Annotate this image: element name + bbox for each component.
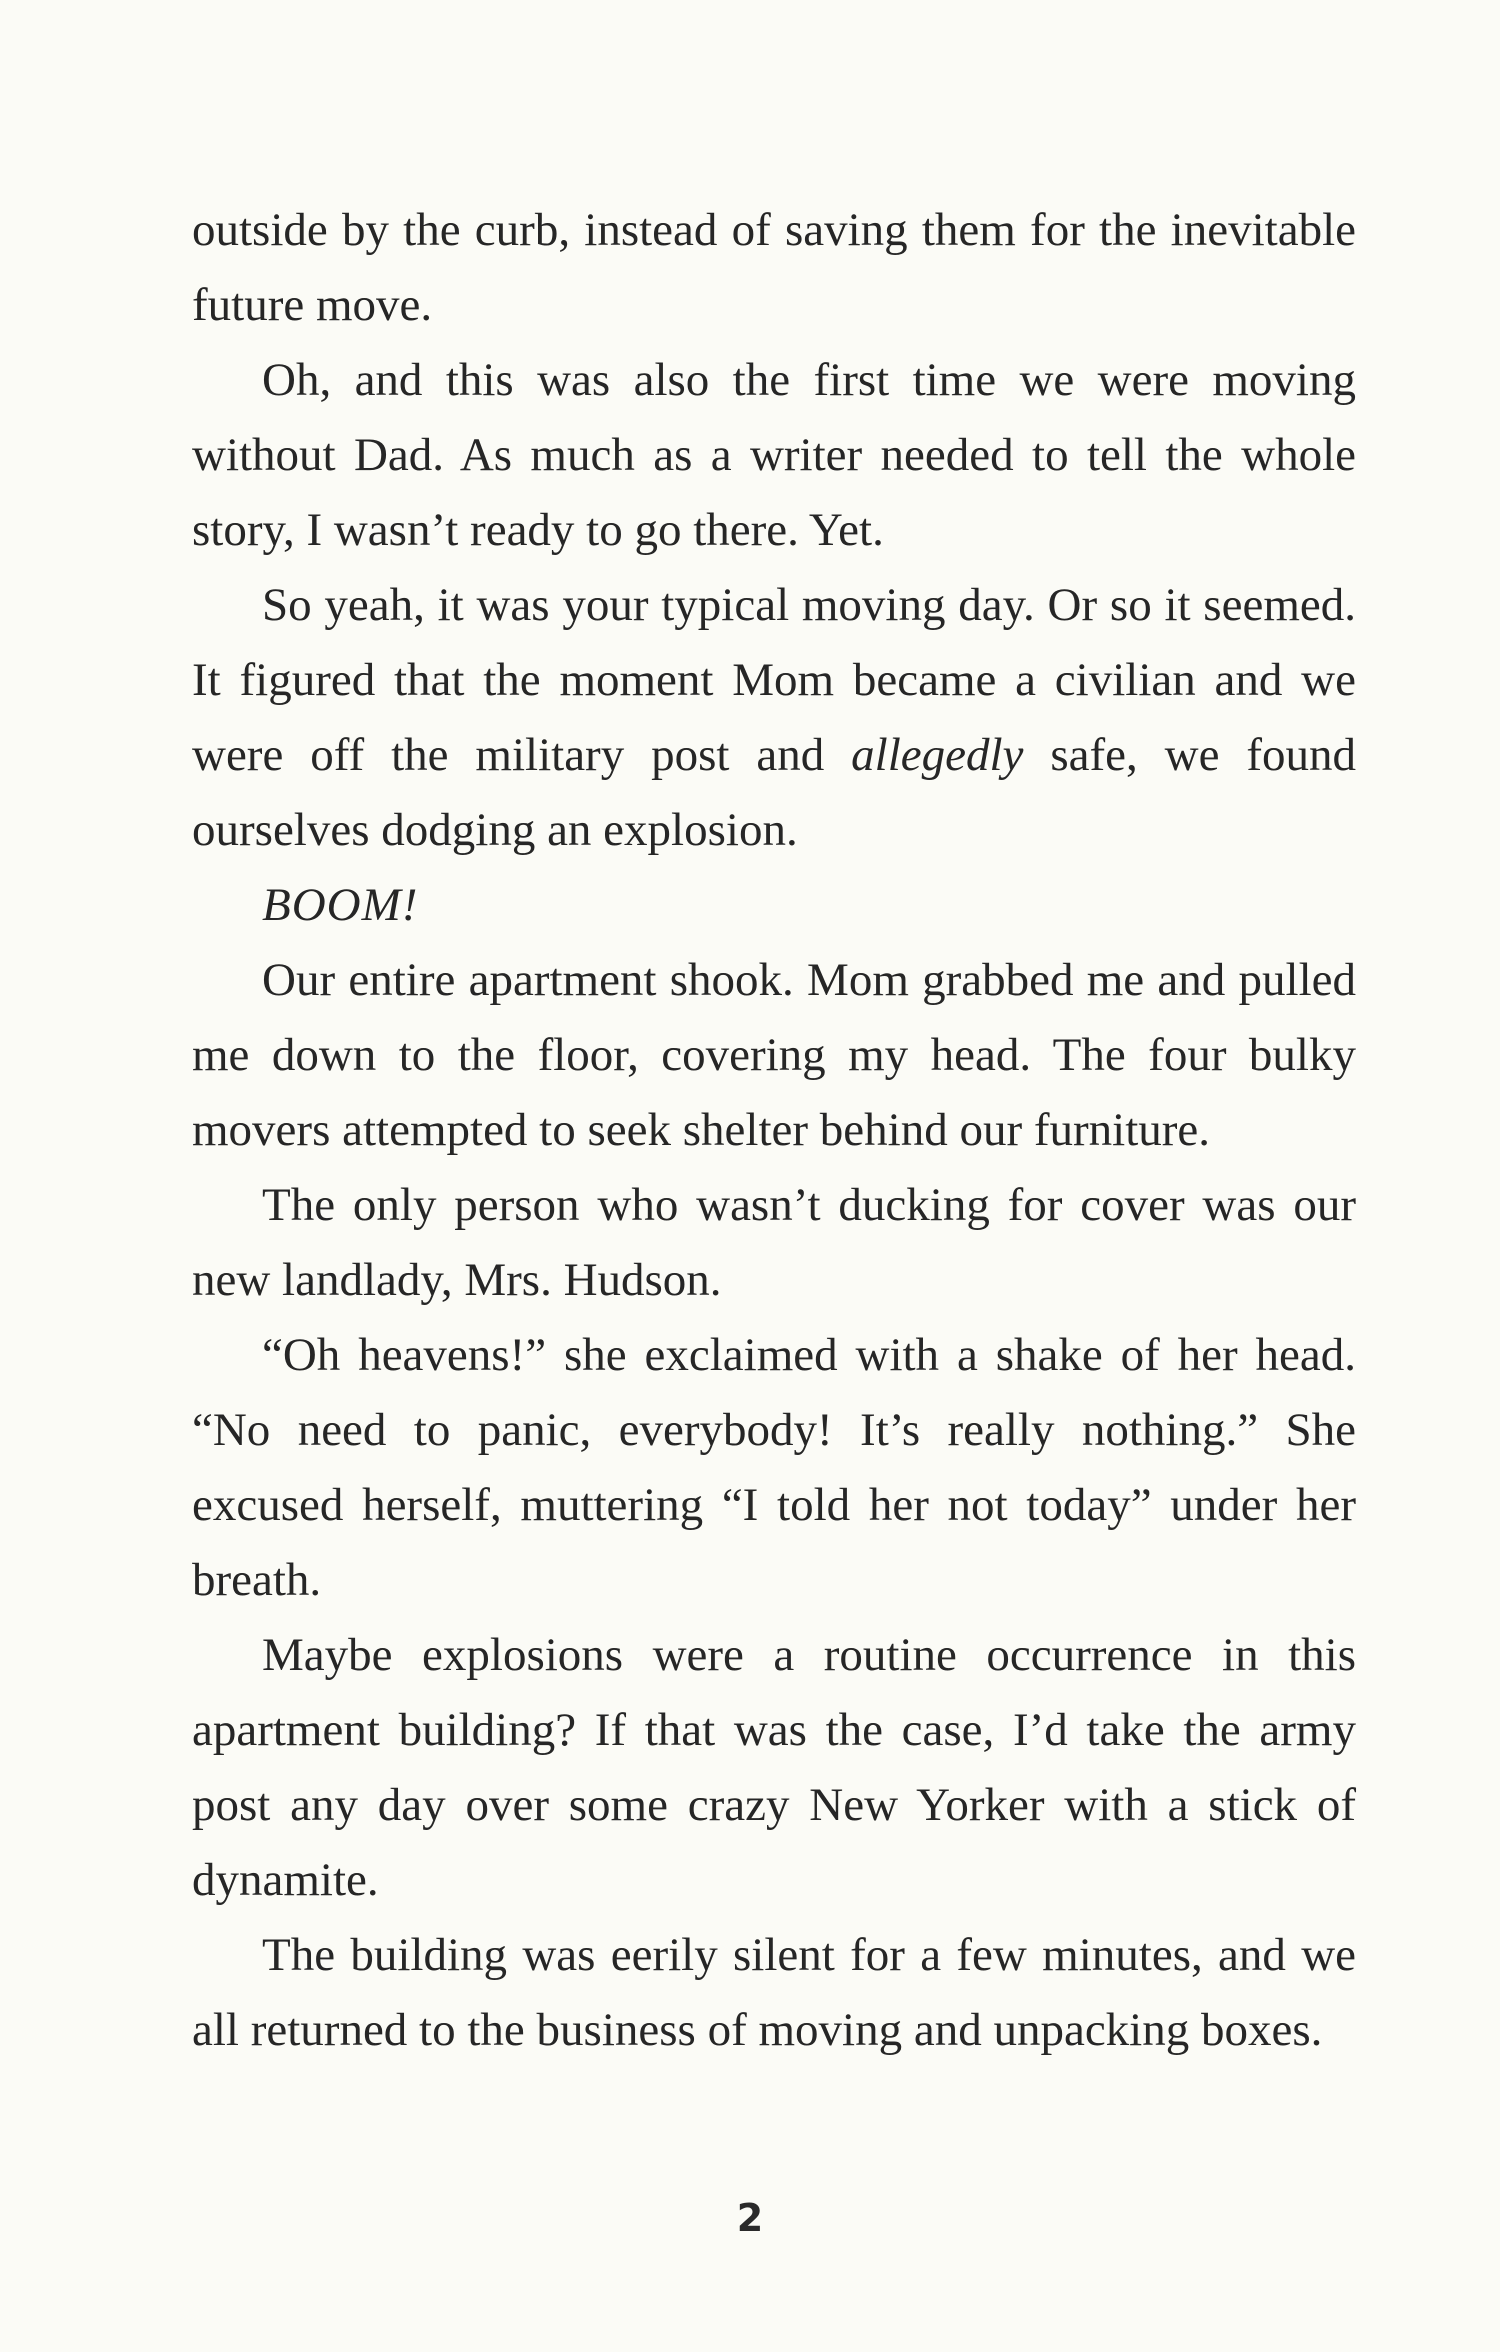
paragraph-boom: BOOM! bbox=[262, 879, 419, 931]
paragraph-oh-heavens: “Oh heavens!” she exclaimed with a shake of her head. “No need to panic, everybody! It’s really nothing.” She excused herself, muttering “I told her not today” under her breath. bbox=[192, 1329, 1356, 1606]
paragraph-moving-day bbox=[192, 568, 1356, 868]
paragraph-explosions-routine: Maybe explosions were a routine occurrence in this apartment building? If that was the case, I’d take the army post any day over some crazy New Yorker with a stick of dynamite. bbox=[192, 1629, 1356, 1906]
paragraph-apartment-shook: Our entire apartment shook. Mom grabbed me and pulled me down to the floor, covering my head. The four bulky movers attempted to seek shelter behind our furniture. bbox=[192, 954, 1356, 1156]
paragraph-continuation: outside by the curb, instead of saving them for the inevitable future move. bbox=[192, 204, 1356, 331]
paragraph-without-dad: Oh, and this was also the first time we were moving without Dad. As much as a writer needed to tell the whole story, I wasn’t ready to go there. Yet. bbox=[192, 354, 1356, 556]
page-number: 2 bbox=[736, 2196, 764, 2240]
paragraph-building-silent: The building was eerily silent for a few minutes, and we all returned to the business of moving and unpacking boxes. bbox=[192, 1929, 1356, 2056]
italic-allegedly: allegedly bbox=[851, 729, 1024, 781]
paragraph-landlady: The only person who wasn’t ducking for cover was our new landlady, Mrs. Hudson. bbox=[192, 1179, 1356, 1306]
paragraph-moving-day-text-after: safe, we found ourselves dodging an explosion. bbox=[192, 729, 1356, 856]
body-text bbox=[192, 193, 1356, 2068]
paragraph-moving-day-text-before: So yeah, it was your typical moving day. Or so it seemed. It figured that the moment Mom became a civilian and we were off the military post and bbox=[192, 579, 1356, 781]
